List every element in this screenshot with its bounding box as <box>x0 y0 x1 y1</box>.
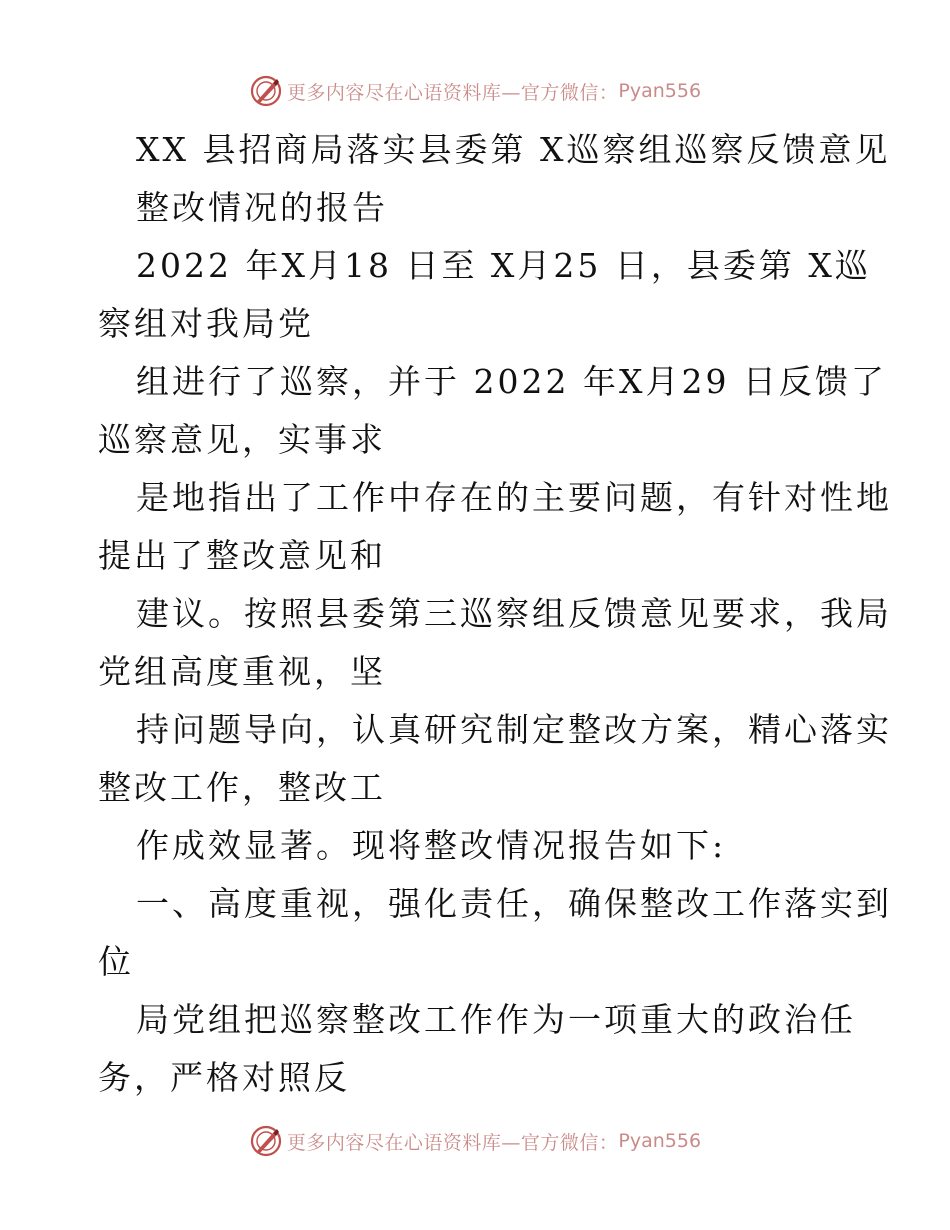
watermark-text: 更多内容尽在心语资料库—官方微信： <box>286 1131 619 1154</box>
document-title-line-2: 整改情况的报告 <box>136 188 388 227</box>
section-heading-line: 位 <box>98 942 134 981</box>
paragraph-line: 局党组把巡察整改工作作为一项重大的政治任 <box>136 1000 856 1039</box>
header-watermark <box>0 71 950 111</box>
paragraph-line: 组进行了巡察，并于 2022 年X月29 日反馈了 <box>136 362 887 401</box>
stamp-pen-icon <box>249 74 283 108</box>
paragraph-line: 2022 年X月18 日至 X月25 日，县委第 X巡 <box>136 246 871 285</box>
paragraph-line: 作成效显著。现将整改情况报告如下: <box>136 826 727 865</box>
paragraph-line: 是地指出了工作中存在的主要问题，有针对性地 <box>136 478 892 517</box>
footer-watermark <box>0 1121 950 1161</box>
paragraph-line: 巡察意见，实事求 <box>98 420 386 459</box>
document-title-line-1: XX 县招商局落实县委第 X巡察组巡察反馈意见 <box>136 130 891 169</box>
watermark-text: 更多内容尽在心语资料库—官方微信： <box>286 81 619 104</box>
paragraph-line: 持问题导向，认真研究制定整改方案，精心落实 <box>136 710 892 749</box>
paragraph-line: 务，严格对照反 <box>98 1058 350 1097</box>
paragraph-line: 提出了整改意见和 <box>98 536 386 575</box>
paragraph-line: 建议。按照县委第三巡察组反馈意见要求，我局 <box>136 594 892 633</box>
paragraph-line: 党组高度重视，坚 <box>98 652 386 691</box>
paragraph-line: 整改工作，整改工 <box>98 768 386 807</box>
paragraph-line: 察组对我局党 <box>98 304 314 343</box>
watermark-wechat-id: Pyan556 <box>618 80 702 102</box>
stamp-pen-icon <box>249 1124 283 1158</box>
watermark-wechat-id: Pyan556 <box>618 1130 702 1152</box>
section-heading-line: 一、高度重视，强化责任，确保整改工作落实到 <box>136 884 892 923</box>
